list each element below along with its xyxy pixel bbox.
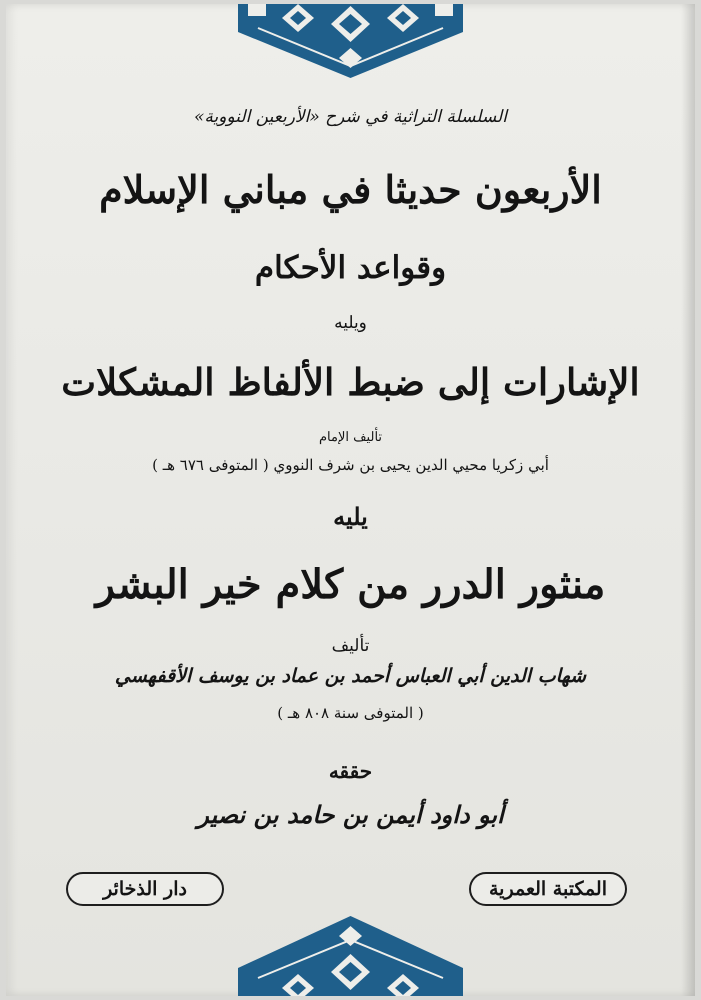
top-ornament-icon [238, 4, 463, 78]
book-cover [6, 4, 695, 996]
editor-name: أبو داود أيمن بن حامد بن نصير [197, 800, 504, 829]
connector-text-1: ويليه [334, 313, 367, 333]
publisher-badge-left [66, 872, 224, 906]
connector-text-2: يليه [333, 502, 368, 531]
author-2-death-date: ( المتوفى سنة ٨٠٨ هـ ) [277, 704, 424, 722]
author-1-name: أبي زكريا محيي الدين يحيى بن شرف النووي ( المتوفى ٦٧٦ هـ ) [152, 456, 549, 474]
editor-label: حققه [328, 759, 373, 783]
author-1-label: تأليف الإمام [318, 430, 383, 445]
author-2-name: شهاب الدين أبي العباس أحمد بن عماد بن يوسف الأقفهسي [114, 665, 587, 687]
author-2-label: تأليف [331, 636, 370, 656]
second-title: الإشارات إلى ضبط الألفاظ المشكلات [61, 360, 640, 404]
main-title-line-1: الأربعون حديثا في مباني الإسلام [99, 167, 602, 212]
publisher-right-name: المكتبة العمرية [489, 878, 607, 900]
third-title: منثور الدرر من كلام خير البشر [95, 561, 606, 608]
cover-edge-shade [681, 4, 695, 996]
bottom-ornament-icon [238, 916, 463, 996]
publisher-badge-right [469, 872, 627, 906]
main-title-line-2: وقواعد الأحكام [254, 250, 447, 286]
series-title: السلسلة التراثية في شرح «الأربعين النووية» [194, 107, 507, 127]
publisher-left-name: دار الذخائر [103, 878, 187, 900]
